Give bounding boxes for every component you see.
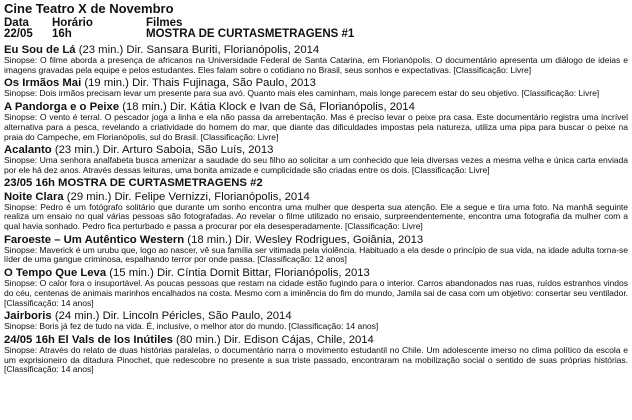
film-synopsis: Sinopse: Boris já fez de tudo na vida. É, inclusive, o melhor ator do mundo. [Classificação: 14 anos] xyxy=(4,321,379,332)
session-2-header xyxy=(4,177,628,189)
session-1-header xyxy=(4,29,628,40)
session-1-date: 22/05 xyxy=(4,28,33,40)
film-synopsis: Sinopse: O calor fora o insuportável. As poucas pessoas que restam na cidade estão fugindo para o interior. Carros abandonados nas ruas, ruídos estranhos vindos do céu, centenas de animais marinhos encalhados na costa. Mesmo com a iminência do fim do mundo, Jamila sai de casa com um objetivo: consertar seu ventilador. [Classificação: 14 anos] xyxy=(4,278,628,308)
film-entry xyxy=(4,144,628,175)
film-title-line xyxy=(4,191,628,203)
film-entry xyxy=(4,310,628,332)
film-entry xyxy=(4,101,628,142)
film-title-line xyxy=(4,234,628,246)
session-1-time: 16h xyxy=(52,28,72,40)
film-entry xyxy=(4,77,628,99)
film-synopsis: Sinopse: Pedro é um fotógrafo solitário que durante um sonho encontra uma mulher que desperta sua atenção. Ele a segue e tira uma foto. Na manhã seguinte realiza um ensaio no qual várias pessoas são fotografadas. Ao revelar o filme utilizado no ensaio, surpreendentemente, encontra uma fotografia da mulher com a qual havia sonhado. Pedro fica perturbado e passa a procurar por ela desesperadamente. [Classificação: Livre] xyxy=(4,201,628,232)
session-2-time: 16h xyxy=(35,176,55,189)
film-name: Os Irmãos Mai xyxy=(4,77,82,90)
film-synopsis: Sinopse: Uma senhora analfabeta busca amenizar a saudade do seu filho ao solicitar a um conhecido que leia diversas vezes a mesma velha e única carta enviada por ele há dez anos. Através dessas leituras, uma bonita amizade e cumplicidade são criadas entre os dois. [Classificação: Livre] xyxy=(4,155,628,175)
film-details: (15 min.) Dir. Cíntia Domit Bittar, Florianópolis, 2013 xyxy=(106,267,370,280)
film-details: (29 min.) Dir. Felipe Vernizzi, Florianópolis, 2014 xyxy=(63,190,310,203)
film-name: Noite Clara xyxy=(4,190,64,203)
film-synopsis: Sinopse: Dois irmãos precisam levar um presente para sua avó. Quanto mais eles caminham, mais longe parecem estar do seu objetivo. [Classificação: Livre] xyxy=(4,88,600,99)
film-name: O Tempo Que Leva xyxy=(4,267,107,280)
film-name: Jairboris xyxy=(4,310,52,323)
film-details: (80 min.) Dir. Edison Cájas, Chile, 2014 xyxy=(172,333,374,346)
film-entry xyxy=(4,234,628,265)
film-name: El Vals de los Inútiles xyxy=(58,333,173,346)
film-entry xyxy=(4,191,628,232)
column-header-time: Horário xyxy=(52,17,93,29)
film-name: Acalanto xyxy=(4,144,52,157)
film-details: (23 min.) Dir. Arturo Saboia, São Luís, 2013 xyxy=(51,144,274,157)
film-details: (23 min.) Dir. Sansara Buriti, Florianópolis, 2014 xyxy=(75,44,320,56)
film-details: (19 min.) Dir. Thais Fujinaga, São Paulo, 2013 xyxy=(81,77,316,90)
film-entry xyxy=(4,267,628,308)
session-1-title: MOSTRA DE CURTASMETRAGENS #1 xyxy=(146,28,355,40)
film-details: (18 min.) Dir. Kátia Klock e Ivan de Sá, Florianópolis, 2014 xyxy=(119,101,415,114)
film-synopsis: Sinopse: Maverick é um urubu que, logo ao nascer, vê sua família ser vitimada pela violência. Habituado a ela desde o princípio de sua vida, na idade adulta torna-se líder de uma gangue criminosa, espalhando terror por onde passa. [Classificação: 12 anos] xyxy=(4,244,628,265)
film-synopsis: Sinopse: O vento é terral. O pescador joga a linha e ela não passa da arrebentação. Mas é preciso levar o peixe pra casa. Este documentário registra uma incrível alternativa para a pesca, revelando a criatividade do homem do mar, que diante das dificuldades impostas pela natureza, utiliza uma pipa para buscar o peixe na praia do Campeche, em Florianópolis, sul do Brasil. [Classificação: Livre] xyxy=(4,112,628,142)
film-synopsis: Sinopse: Através do relato de duas histórias paralelas, o documentário narra o movimento estudantil no Chile. Um adolescente imerso no clima político da escola e um exprisioneiro da ditadura Pinochet, que redescobre no presente a sua triste passado, encontraram na mobilização social o sentido de suas próprias histórias. [Classificação: 14 anos] xyxy=(4,344,628,375)
session-2-date: 23/05 xyxy=(4,176,33,189)
film-entry xyxy=(4,334,628,375)
film-name: A Pandorga e o Peixe xyxy=(4,101,120,114)
film-entry xyxy=(4,44,628,75)
film-details: (18 min.) Dir. Wesley Rodrigues, Goiânia, 2013 xyxy=(184,233,424,246)
film-synopsis: Sinopse: O filme aborda a presença de africanos na Universidade Federal de Santa Catarina, em Florianópolis. O documentário apresenta um diálogo de ideias e imagens gravadas pela equipe e pelos estudantes. Eles falam sobre o cotidiano no Brasil, seus sonhos e expectativas. [Classificação: Livre] xyxy=(4,55,628,75)
page-title: Cine Teatro X de Novembro xyxy=(4,1,174,16)
session-2-title: MOSTRA DE CURTASMETRAGENS #2 xyxy=(58,176,263,189)
feature-date-time: 24/05 16h xyxy=(4,333,59,346)
film-name: Eu Sou de Lá xyxy=(4,44,76,56)
film-details: (24 min.) Dir. Lincoln Péricles, São Paulo, 2014 xyxy=(51,310,292,323)
column-header-films: Filmes xyxy=(146,17,183,29)
column-header-date: Data xyxy=(4,17,29,29)
film-name: Faroeste – Um Autêntico Western xyxy=(4,233,185,246)
